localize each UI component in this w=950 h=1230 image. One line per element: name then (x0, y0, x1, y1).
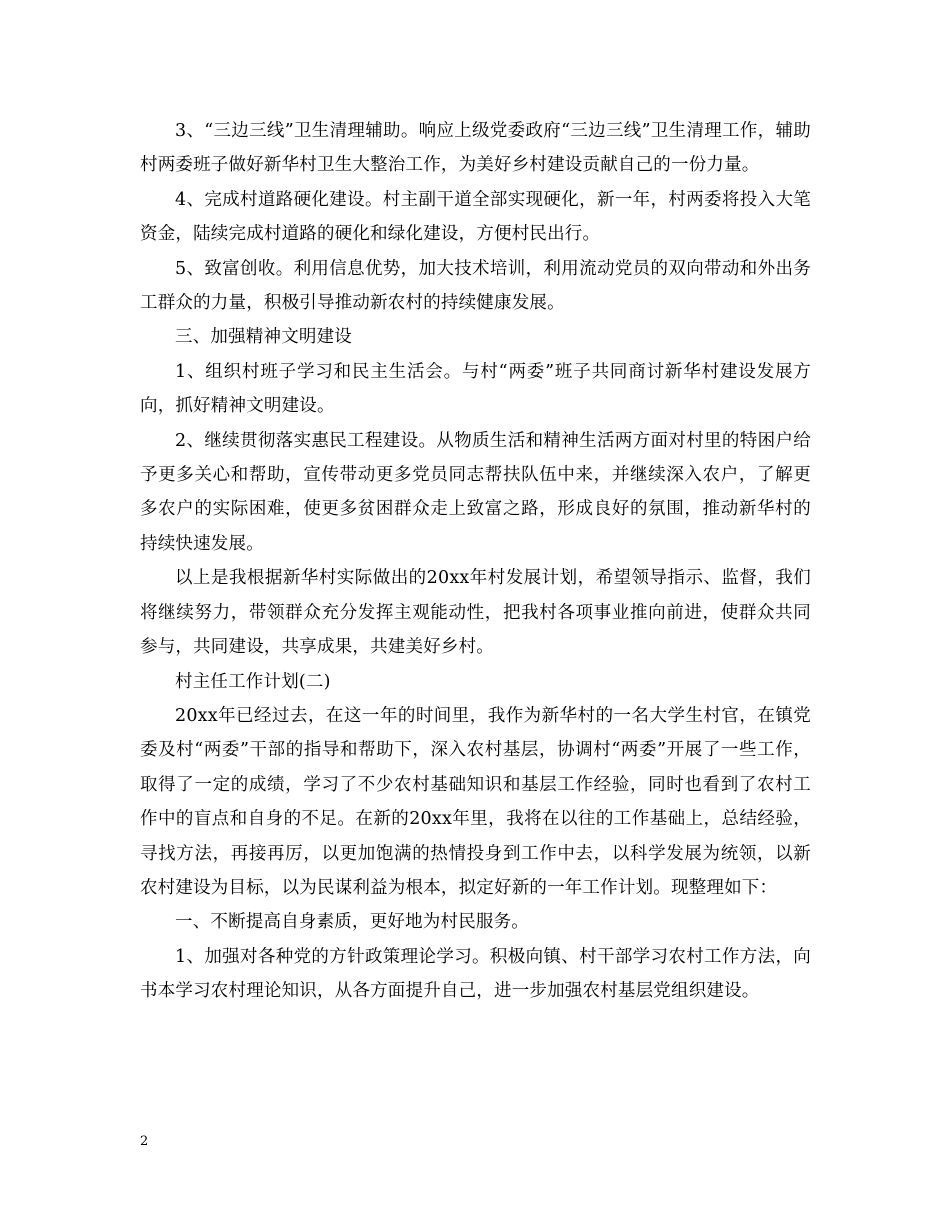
section-heading-spiritual-civilization: 三、加强精神文明建设 (175, 327, 352, 348)
page-number: 2 (140, 1134, 149, 1149)
paragraph-policy-study: 1、加强对各种党的方针政策理论学习。积极向镇、村干部学习农村工作方法，向书本学习农村理论知识，从各方面提升自己，进一步加强农村基层党组织建设。 (140, 946, 811, 1002)
paragraph-summary: 以上是我根据新华村实际做出的20xx年村发展计划，希望领导指示、监督，我们将继续努力，带领群众充分发挥主观能动性，把我村各项事业推向前进，使群众共同参与，共同建设，共享成果，共建美好乡村。 (140, 568, 811, 658)
paragraph-study-meeting: 1、组织村班子学习和民主生活会。与村“两委”班子共同商讨新华村建设发展方向，抓好精神文明建设。 (140, 361, 811, 417)
paragraph-road-hardening: 4、完成村道路硬化建设。村主副干道全部实现硬化，新一年，村两委将投入大笔资金，陆续完成村道路的硬化和绿化建设，方便村民出行。 (140, 189, 811, 245)
paragraph-welfare-project: 2、继续贯彻落实惠民工程建设。从物质生活和精神生活两方面对村里的特困户给予更多关心和帮助，宣传带动更多党员同志帮扶队伍中来，并继续深入农户，了解更多农户的实际困难，使更多贫困群众走上致富之路，形成良好的氛围，推动新华村的持续快速发展。 (140, 430, 811, 554)
section-title-plan-two: 村主任工作计划(二) (175, 671, 331, 692)
paragraph-income: 5、致富创收。利用信息优势，加大技术培训，利用流动党员的双向带动和外出务工群众的力量，积极引导推动新农村的持续健康发展。 (140, 258, 811, 314)
section-heading-self-improvement: 一、不断提高自身素质，更好地为村民服务。 (175, 912, 529, 933)
paragraph-sanbian-sanxian: 3、“三边三线”卫生清理辅助。响应上级党委政府“三边三线”卫生清理工作，辅助村两委班子做好新华村卫生大整治工作，为美好乡村建设贡献自己的一份力量。 (140, 121, 811, 176)
document-body (140, 114, 811, 1009)
paragraph-plan-two-intro: 20xx年已经过去，在这一年的时间里，我作为新华村的一名大学生村官，在镇党委及村“两委”干部的指导和帮助下，深入农村基层，协调村“两委”开展了一些工作，取得了一定的成绩，学习了不少农村基础知识和基层工作经验，同时也看到了农村工作中的盲点和自身的不足。在新的20xx年里，我将在以往的工作基础上，总结经验，寻找方法，再接再厉，以更加饱满的热情投身到工作中去，以科学发展为统领，以新农村建设为目标，以为民谋利益为根本，拟定好新的一年工作计划。现整理如下： (140, 705, 811, 898)
